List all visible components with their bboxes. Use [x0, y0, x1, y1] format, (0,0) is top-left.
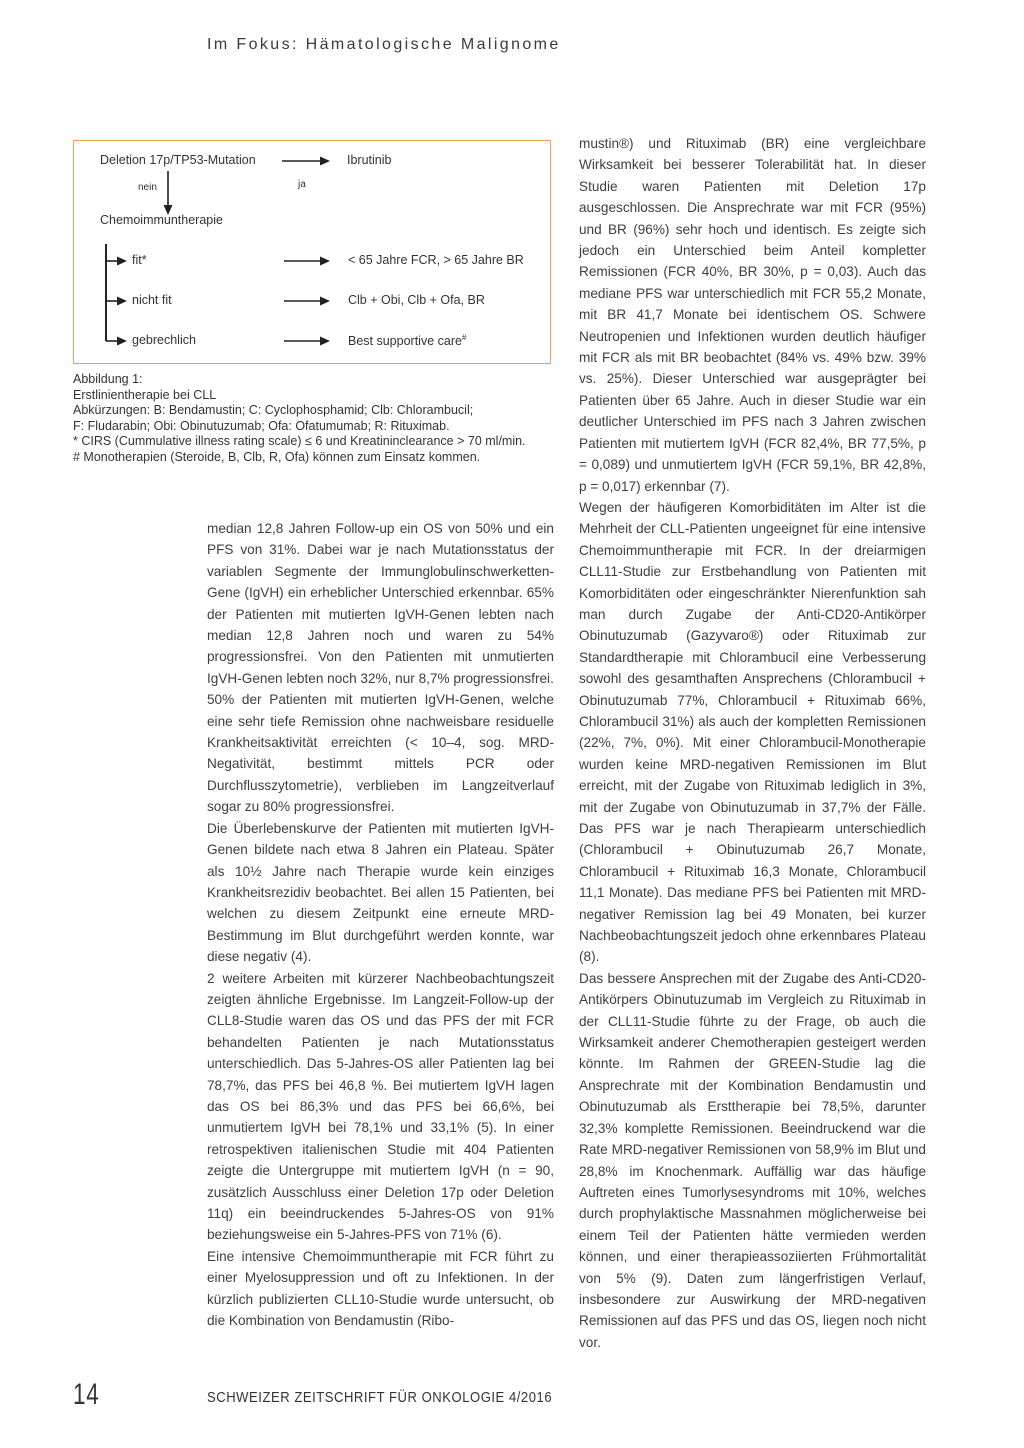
right-column — [579, 133, 926, 1353]
caption-line: Abkürzungen: B: Bendamustin; C: Cyclophosphamid; Clb: Chlorambucil; — [73, 403, 474, 417]
node-fit: fit* — [132, 253, 147, 267]
paragraph: Die Überlebenskurve der Patienten mit mutierten IgVH-Genen bildete nach etwa 8 Jahren ein Plateau. Später als 10½ Jahre nach Therapie wurde kein einziges Krankheitsrezidiv beobachtet. Bei allen 15 Patienten, bei welchen zu diesem Zeitpunkt eine erneute MRD-Bestimmung im Blut durchgeführt werden konnte, war diese negativ (4). — [207, 820, 554, 965]
middle-column — [207, 518, 554, 1331]
caption-line: # Monotherapien (Steroide, B, Clb, R, Ofa) können zum Einsatz kommen. — [73, 449, 481, 464]
node-gebrechlich: gebrechlich — [132, 333, 196, 347]
arrow-to-ibrutinib — [282, 155, 332, 167]
arrow-to-gebrechlich — [106, 335, 128, 347]
arrow-down-nein — [162, 171, 174, 217]
caption-line: Erstlinientherapie bei CLL — [73, 387, 217, 402]
therapy-gebrechlich-text: Best supportive care — [348, 334, 462, 349]
figure-flowchart — [73, 140, 551, 364]
therapy-fit: < 65 Jahre FCR, > 65 Jahre BR — [348, 253, 524, 267]
arrow-to-fit — [106, 255, 128, 267]
running-header: Im Fokus: Hämatologische Malignome — [207, 36, 561, 53]
arrow-to-nicht-fit — [106, 295, 128, 307]
label-ja: ja — [298, 179, 306, 190]
node-chemoimmuntherapie: Chemoimmuntherapie — [100, 213, 223, 227]
label-nein: nein — [138, 182, 157, 193]
journal-title: SCHWEIZER ZEITSCHRIFT FÜR ONKOLOGIE 4/2016 — [207, 1390, 553, 1406]
paragraph: Das bessere Ansprechen mit der Zugabe des Anti-CD20-Antikörpers Obinutuzumab im Vergleich zu Rituximab in der CLL11-Studie führte zu der Frage, ob auch die Wirksamkeit anderer Chemotherapien gesteigert werden könnte. Im Rahmen der GREEN-Studie lag die Ansprechrate mit der Kombination Bendamustin und Obinutuzumab als Ersttherapie bei 78,5%, darunter 32,3% komplette Remissionen. Beeindruckend war die Rate MRD-negativer Remissionen von 58,9% im Blut und 28,8% im Knochenmark. Auffällig war das häufige Auftreten eines Tumorlysesyndroms mit 10%, welches durch prophylaktische Massnahmen möglicherweise bei einem Teil der Patienten hätte vermieden werden können, und einer therapieassoziierten Frühmortalität von 5% (9). Daten zum längerfristigen Verlauf, insbesondere zur Auswirkung der MRD-negativen Remissionen auf das PFS und das OS, liegen noch nicht vor. — [579, 970, 926, 1350]
arrow-nicht-fit-therapy — [284, 295, 332, 307]
node-deletion-17p: Deletion 17p/TP53-Mutation — [100, 153, 256, 167]
arrow-gebrechlich-therapy — [284, 335, 332, 347]
caption-line: * CIRS (Cummulative illness rating scale) ≤ 6 und Kreatininclearance > 70 ml/min. — [73, 434, 526, 448]
therapy-nicht-fit: Clb + Obi, Clb + Ofa, BR — [348, 293, 485, 307]
therapy-gebrechlich — [348, 333, 466, 348]
paragraph: Eine intensive Chemoimmuntherapie mit FCR führt zu einer Myelosuppression und oft zu Infektionen. In der kürzlich publizierten CLL10-Studie wurde untersucht, ob die Kombination von Bendamustin (Ribo- — [207, 1248, 554, 1329]
paragraph: median 12,8 Jahren Follow-up ein OS von 50% und ein PFS von 31%. Dabei war je nach Mutationsstatus der variablen Segmente der Immunglobulinschwerketten-Gene (IgVH) ein erheblicher Unterschied erkennbar. 65% der Patienten mit mutierten IgVH-Genen lebten nach median 12,8 Jahren noch und waren zu 54% progressionsfrei. Von den Patienten mit unmutierten IgVH-Genen lebten noch 32%, nur 8,7% progressionsfrei. — [207, 521, 554, 686]
arrow-fit-therapy — [284, 255, 332, 267]
paragraph: 2 weitere Arbeiten mit kürzerer Nachbeobachtungszeit zeigten ähnliche Ergebnisse. Im Langzeit-Follow-up der CLL8-Studie waren das OS und das PFS der mit FCR behandelten Patienten je nach Mutationsstatus unterschiedlich. Das 5-Jahres-OS aller Patienten lag bei 78,7%, das PFS bei 46,8 %. Bei mutiertem IgVH lagen das OS bei 86,3% und das PFS bei 66,6%, bei unmutiertem IgVH bei 78,1% und 33,1% (5). In einer retrospektiven italienischen Studie mit 404 Patienten zeigte die Untergruppe mit mutiertem IgVH (n = 90, zusätzlich Ausschluss einer Deletion 17p oder Deletion 11q) ein beeindruckendes 5-Jahres-OS von 91% beziehungsweise ein 5-Jahres-PFS von 71% (6). — [207, 970, 554, 1243]
figure-caption — [73, 372, 553, 465]
paragraph: mustin®) und Rituximab (BR) eine vergleichbare Wirksamkeit bei besserer Tolerabilität hat. In dieser Studie waren Patienten mit Deletion 17p ausgeschlossen. Die Ansprechrate war mit FCR (95%) und BR (96%) sehr hoch und identisch. Es zeigte sich jedoch ein Unterschied beim Anteil kompletter Remissionen (FCR 40%, BR 30%, p = 0,03). Auch das mediane PFS war unterschiedlich mit FCR 55,2 Monate, mit BR 41,7 Monate bei identischem OS. Schwere Neutropenien und Infektionen wurden deutlich häufiger mit FCR als mit BR beobachtet (84% vs. 49% bzw. 39% vs. 25%). Dieser Unterschied war ausgeprägter bei Patienten über 65 Jahre. Auch in dieser Studie war ein deutlicher Unterschied im PFS nach 3 Jahren zwischen Patienten mit mutiertem IgVH (FCR 82,4%, BR 77,5%, p = 0,089) und unmutiertem IgVH (FCR 59,1%, BR 42,8%, p = 0,017) erkennbar (7). — [579, 136, 926, 494]
caption-line: F: Fludarabin; Obi: Obinutuzumab; Ofa: Ofatumumab; R: Rituximab. — [73, 418, 450, 433]
paragraph: Wegen der häufigeren Komorbiditäten im Alter ist die Mehrheit der CLL-Patienten ungeeignet für eine intensive Chemoimmuntherapie mit FCR. In der dreiarmigen CLL11-Studie zur Erstbehandlung von Patienten mit Komorbiditäten oder eingeschränkter Nierenfunktion sah man durch Zugabe der Anti-CD20-Antikörper Obinutuzumab (Gazyvaro®) oder Rituximab zur Standardtherapie mit Chlorambucil eine Verbesserung sowohl des gesamthaften Ansprechens (Chlorambucil + Obinutuzumab 77%, Chlorambucil + Rituximab 66%, Chlorambucil 31%) als auch der kompletten Remissionen (22%, 7%, 0%). Mit einer Chlorambucil-Monotherapie wurden keine MRD-negativen Remissionen im Blut erreicht, mit der Zugabe von Rituximab lediglich in 3%, mit der Zugabe von Obinutuzumab in 37,7% der Fälle. Das PFS war je nach Therapiearm unterschiedlich (Chlorambucil + Obinutuzumab 26,7 Monate, Chlorambucil + Rituximab 16,3 Monate, Chlorambucil 11,1 Monate). Das mediane PFS bei Patienten mit MRD-negativer Remission lag bei 49 Monaten, bei kurzer Nachbeobachtungszeit jedoch ohne erkennbares Plateau (8). — [579, 499, 926, 965]
node-nicht-fit: nicht fit — [132, 293, 172, 307]
paragraph: 50% der Patienten mit mutierten IgVH-Genen, welche eine sehr tiefe Remission ohne nachweisbare residuelle Krankheitsaktivität erreichten (< 10–4, sog. MRD-Negativität, bestimmt mittels PCR oder Durchflusszytometrie), verblieben im Langzeitverlauf sogar zu 80% progressionsfrei. — [207, 692, 554, 815]
node-ibrutinib: Ibrutinib — [347, 153, 392, 167]
footnote-hash-marker: # — [461, 333, 467, 342]
page-number: 14 — [73, 1378, 100, 1411]
caption-line: Abbildung 1: — [73, 372, 143, 386]
